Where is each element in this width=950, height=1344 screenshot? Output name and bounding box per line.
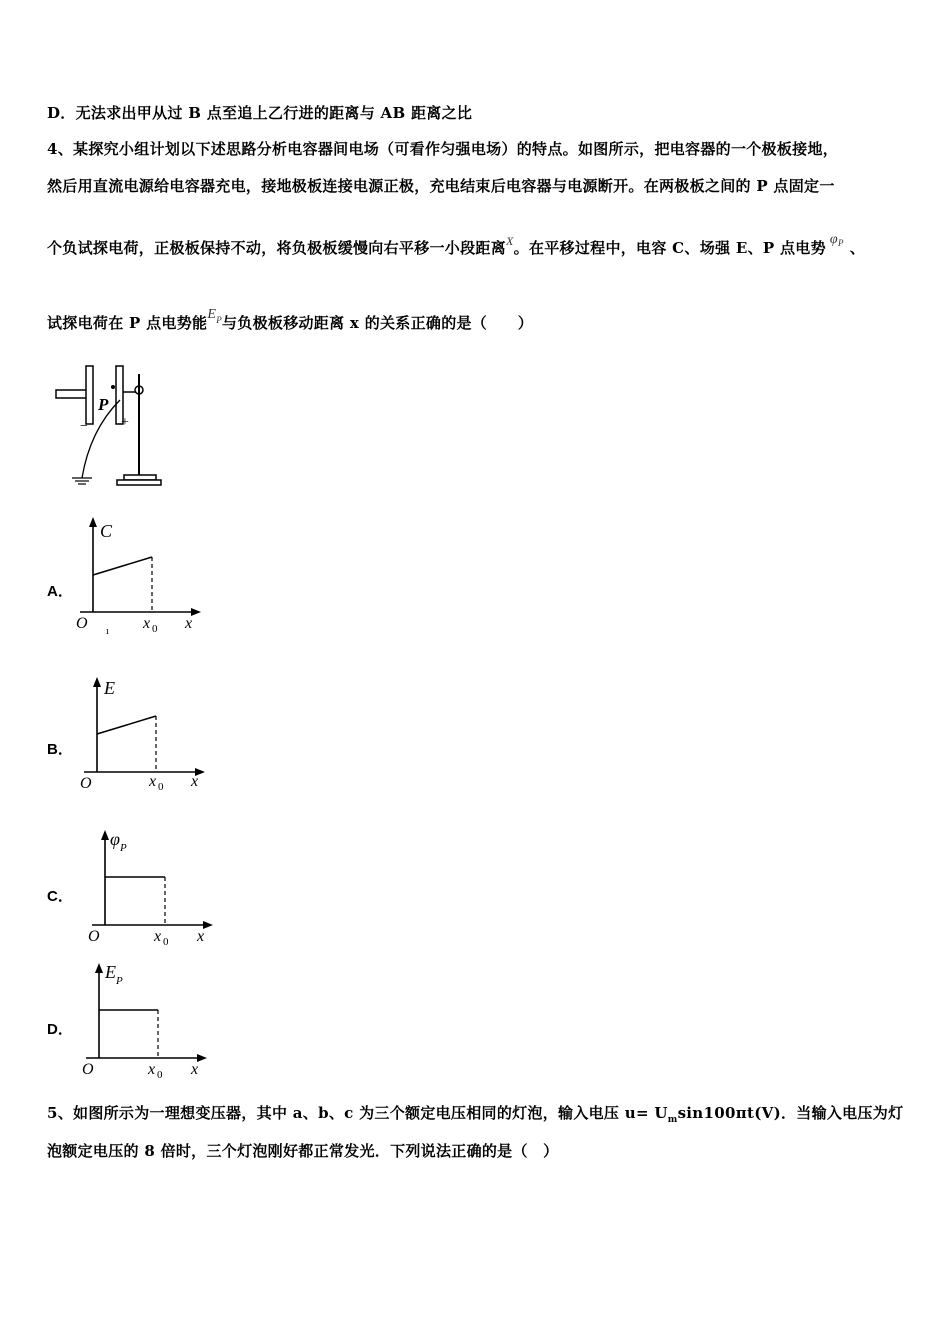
option-b-label: B． — [47, 741, 73, 758]
prev-option-d: D．无法求出甲从过 B 点至追上乙行进的距离与 AB 距离之比 — [47, 104, 473, 122]
x-axis-label: x — [191, 1061, 199, 1078]
label-p: P — [98, 395, 109, 414]
axis-label-e: E — [104, 678, 115, 698]
axis-label-phi-sub: P — [120, 842, 127, 854]
q4-line-4 — [47, 307, 533, 333]
x0-sub: 0 — [163, 936, 169, 948]
symbol-x: X — [506, 234, 514, 248]
label-minus: − — [80, 419, 88, 434]
q4-line-3-b: 。在平移过程中，电容 C、场强 E、P 点电势 — [513, 239, 826, 257]
axis-label-phi: φ — [110, 829, 120, 849]
x-axis-label: x — [197, 928, 205, 945]
x-axis-label: x — [191, 773, 199, 790]
axis-label-c: C — [100, 521, 113, 541]
axis-label-ep: E — [105, 962, 116, 982]
symbol-phi: φ — [829, 232, 838, 247]
q4-line-3-a: 个负试探电荷，正极板保持不动，将负极板缓慢向右平移一小段距离 — [47, 239, 507, 257]
label-plus: + — [121, 415, 129, 430]
x0-sub: 0 — [158, 781, 164, 793]
q4-line-3 — [47, 232, 866, 258]
q5-line-1-a: 5、如图所示为一理想变压器，其中 a、b、c 为三个额定电压相同的灯泡，输入电压 u= U — [47, 1104, 668, 1122]
option-c-label: C． — [47, 888, 73, 905]
origin-label: O — [88, 928, 100, 945]
symbol-phi-sub: P — [837, 238, 844, 248]
q4-line-4-b: 与负极板移动距离 x 的关系正确的是（ ） — [222, 314, 533, 332]
x0-sub: 0 — [157, 1069, 163, 1081]
option-b-graph — [74, 672, 214, 797]
q5-line-1-b: sin100πt(V)．当输入电压为灯 — [677, 1104, 904, 1122]
q4-line-1: 4、某探究小组计划以下述思路分析电容器间电场（可看作匀强电场）的特点。如图所示，把电容器的一个极板接地， — [47, 140, 839, 158]
symbol-ep: E — [207, 307, 217, 322]
x0-sub: 0 — [152, 623, 158, 635]
x0-label: x — [154, 928, 162, 945]
q4-line-4-a: 试探电荷在 P 点电势能 — [47, 314, 208, 332]
option-a-label: A． — [47, 583, 73, 600]
symbol-ep-sub: P — [216, 315, 222, 325]
q4-line-3-c: 、 — [849, 239, 866, 257]
option-c-graph — [82, 825, 222, 950]
axis-label-ep-sub: P — [116, 975, 123, 987]
x0-label: x — [143, 615, 151, 632]
q4-line-2: 然后用直流电源给电容器充电，接地极板连接电源正极，充电结束后电容器与电源断开。在两极板之间的 P 点固定一 — [47, 177, 835, 195]
x0-label: x — [148, 1061, 156, 1078]
tick-mark: ı — [106, 626, 109, 637]
q5-line-1 — [47, 1102, 903, 1125]
origin-label: O — [82, 1061, 94, 1078]
origin-label: O — [80, 775, 92, 792]
x-axis-label: x — [185, 615, 193, 632]
option-d-graph — [76, 958, 216, 1083]
capacitor-figure — [50, 360, 170, 490]
q5-line-2: 泡额定电压的 8 倍时，三个灯泡刚好都正常发光．下列说法正确的是（ ） — [47, 1142, 559, 1160]
q5-line-1-sub: m — [667, 1115, 678, 1125]
option-d-label: D． — [47, 1021, 73, 1038]
x0-label: x — [149, 773, 157, 790]
origin-label: O — [76, 615, 88, 632]
option-a-graph — [70, 512, 210, 637]
